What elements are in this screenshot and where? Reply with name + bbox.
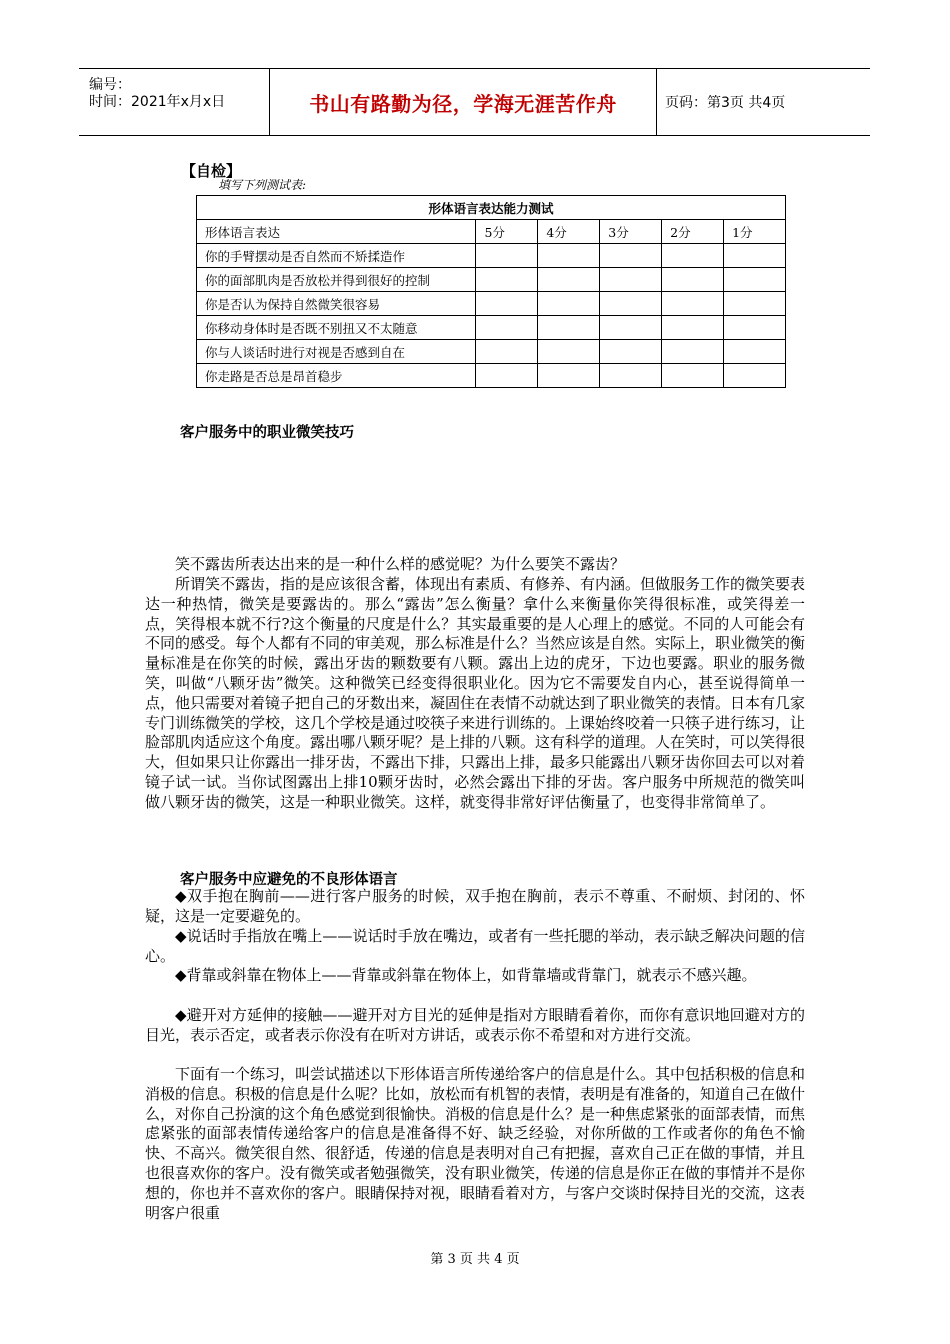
section-heading-smile: 客户服务中的职业微笑技巧 xyxy=(180,425,354,441)
row-label: 你是否认为保持自然微笑很容易 xyxy=(197,292,476,316)
score-cell[interactable] xyxy=(600,316,662,340)
score-cell[interactable] xyxy=(724,292,786,316)
document-number-label: 编号： xyxy=(89,77,131,93)
smile-body-paragraph: 所谓笑不露齿，指的是应该很含蓄，体现出有素质、有修养、有内涵。但做服务工作的微笑要表达一种热情，微笑是要露齿的。那么“露齿”怎么衡量？拿什么来衡量你笑得很标准，或笑得差一点，笑得根本就不行?这个衡量的尺度是什么？其实最重要的是人心理上的感觉。不同的人可能会有不同的感受。每个人都有不同的审美观，那么标准是什么？当然应该是自然。实际上，职业微笑的衡量标准是在你笑的时候，露出牙齿的颗数要有八颗。露出上边的虎牙，下边也要露。职业的服务微笑，叫做“八颗牙齿”微笑。这种微笑已经变得很职业化。因为它不需要发自内心，甚至说得简单一点，他只需要对着镜子把自己的牙数出来，凝固住在表情不动就达到了职业微笑的表情。日本有几家专门训练微笑的学校，这几个学校是通过咬筷子来进行训练的。上课始终咬着一只筷子进行练习，让脸部肌肉适应这个角度。露出哪八颗牙呢？是上排的八颗。这有科学的道理。人在笑时，可以笑得很大，但如果只让你露出一排牙齿，不露出下排，只露出上排，最多只能露出八颗牙齿你回去可以对着镜子试一试。当你试图露出上排10颗牙齿时，必然会露出下排的牙齿。客户服务中所规范的微笑叫做八颗牙齿的微笑，这是一种职业微笑。这样，就变得非常好评估衡量了，也变得非常简单了。 xyxy=(145,575,806,811)
score-cell[interactable] xyxy=(600,244,662,268)
score-cell[interactable] xyxy=(724,340,786,364)
score-cell[interactable] xyxy=(662,364,724,388)
document-date-label: 时间：2021年x月x日 xyxy=(89,94,226,110)
header-page-label: 页码：第3页 共4页 xyxy=(665,95,786,111)
table-row xyxy=(197,292,786,316)
score-cell[interactable] xyxy=(600,364,662,388)
score-cell[interactable] xyxy=(724,316,786,340)
row-label: 你的面部肌肉是否放松并得到很好的控制 xyxy=(197,268,476,292)
score-cell[interactable] xyxy=(476,268,538,292)
header-motto: 书山有路勤为径，学海无涯苦作舟 xyxy=(269,69,657,135)
score-cell[interactable] xyxy=(662,268,724,292)
score-cell[interactable] xyxy=(538,292,600,316)
score-cell[interactable] xyxy=(724,268,786,292)
score-cell[interactable] xyxy=(538,364,600,388)
score-cell[interactable] xyxy=(662,292,724,316)
table-row xyxy=(197,340,786,364)
list-item: ◆说话时手指放在嘴上——说话时手放在嘴边，或者有一些托腮的举动，表示缺乏解决问题的信心。 xyxy=(145,927,805,965)
score-cell[interactable] xyxy=(538,340,600,364)
score-cell[interactable] xyxy=(538,244,600,268)
table-title: 形体语言表达能力测试 xyxy=(197,196,786,220)
list-item: ◆避开对方延伸的接触——避开对方目光的延伸是指对方眼睛看着你，而你有意识地回避对方的目光，表示否定，或者表示你没有在听对方讲话，或表示你不希望和对方进行交流。 xyxy=(145,1006,805,1044)
column-header: 4分 xyxy=(538,220,600,244)
header-left-cell xyxy=(79,69,269,135)
column-header: 1分 xyxy=(724,220,786,244)
table-title-row xyxy=(197,196,786,220)
self-check-title: 【自检】 xyxy=(181,162,242,180)
score-cell[interactable] xyxy=(476,292,538,316)
list-item: ◆双手抱在胸前——进行客户服务的时候，双手抱在胸前，表示不尊重、不耐烦、封闭的、怀疑，这是一定要避免的。 xyxy=(145,887,805,925)
list-item: ◆背靠或斜靠在物体上——背靠或斜靠在物体上，如背靠墙或背靠门，就表示不感兴趣。 xyxy=(175,966,757,984)
score-cell[interactable] xyxy=(600,292,662,316)
row-label: 你走路是否总是昂首稳步 xyxy=(197,364,476,388)
column-header: 形体语言表达 xyxy=(197,220,476,244)
table-header-row xyxy=(197,220,786,244)
section-heading-bad-body-language: 客户服务中应避免的不良形体语言 xyxy=(180,872,398,888)
score-cell[interactable] xyxy=(538,268,600,292)
test-table xyxy=(196,195,786,388)
smile-question: 笑不露齿所表达出来的是一种什么样的感觉呢？为什么要笑不露齿？ xyxy=(175,555,626,573)
score-cell[interactable] xyxy=(662,340,724,364)
score-cell[interactable] xyxy=(662,316,724,340)
column-header: 5分 xyxy=(476,220,538,244)
score-cell[interactable] xyxy=(662,244,724,268)
column-header: 2分 xyxy=(662,220,724,244)
score-cell[interactable] xyxy=(600,268,662,292)
score-cell[interactable] xyxy=(476,340,538,364)
row-label: 你的手臂摆动是否自然而不矫揉造作 xyxy=(197,244,476,268)
table-row xyxy=(197,364,786,388)
row-label: 你移动身体时是否既不别扭又不太随意 xyxy=(197,316,476,340)
score-cell[interactable] xyxy=(476,244,538,268)
table-row xyxy=(197,268,786,292)
page-header xyxy=(79,68,870,136)
table-row xyxy=(197,244,786,268)
score-cell[interactable] xyxy=(600,340,662,364)
score-cell[interactable] xyxy=(476,316,538,340)
table-row xyxy=(197,316,786,340)
exercise-paragraph: 下面有一个练习，叫尝试描述以下形体语言所传递给客户的信息是什么。其中包括积极的信息和消极的信息。积极的信息是什么呢？比如，放松而有机智的表情，表明是有准备的，知道自己在做什么，对你自己扮演的这个角色感觉到很愉快。消极的信息是什么？是一种焦虑紧张的面部表情，而焦虑紧张的面部表情传递给客户的信息是准备得不好、缺乏经验，对你所做的工作或者你的角色不愉快、不高兴。微笑很自然、很舒适，传递的信息是表明对自己有把握，喜欢自己正在做的事情，并且也很喜欢你的客户。没有微笑或者勉强微笑，没有职业微笑，传递的信息是你正在做的事情并不是你想的，你也并不喜欢你的客户。眼睛保持对视，眼睛看着对方，与客户交谈时保持目光的交流，这表明客户很重 xyxy=(145,1065,806,1222)
row-label: 你与人谈话时进行对视是否感到自在 xyxy=(197,340,476,364)
score-cell[interactable] xyxy=(538,316,600,340)
score-cell[interactable] xyxy=(724,244,786,268)
score-cell[interactable] xyxy=(724,364,786,388)
column-header: 3分 xyxy=(600,220,662,244)
page-footer: 第 3 页 共 4 页 xyxy=(430,1252,520,1267)
self-check-instruction: 填写下列测试表: xyxy=(218,178,307,192)
score-cell[interactable] xyxy=(476,364,538,388)
